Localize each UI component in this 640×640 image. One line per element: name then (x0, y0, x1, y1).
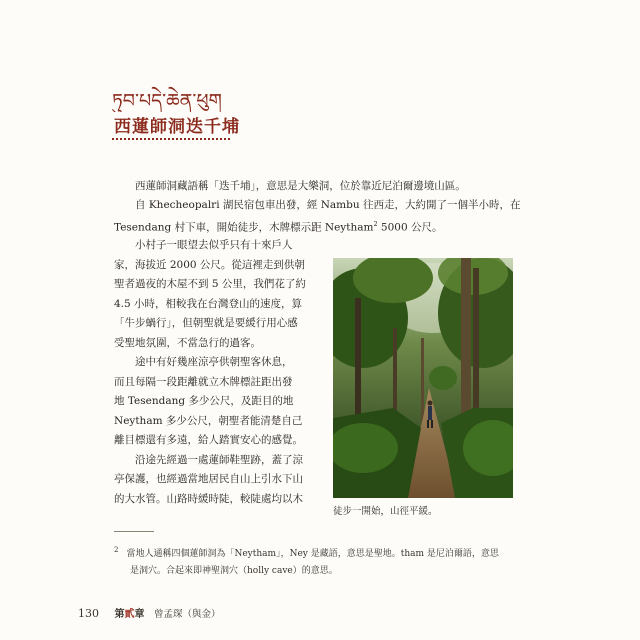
footnote-ref: 2 (373, 220, 378, 228)
body-line: 沿途先經過一處蓮師鞋聖跡，蓋了涼 (135, 453, 303, 466)
footnote (114, 542, 514, 580)
page-footer (78, 605, 221, 620)
body-line: 途中有好幾座涼亭供朝聖客休息， (135, 356, 293, 368)
tibetan-title (112, 86, 242, 112)
book-title: 曾孟琛（與金） (153, 609, 221, 620)
footnote-line: 當地人通稱四個蓮師洞為「Neytham」，Ney 是藏語，意思是聖地。tham 是尼泊爾語，意思 (126, 549, 499, 559)
body-line: 「牛步蝸行」，但朝聖就是要緩行用心感 (114, 317, 298, 329)
intro-line: Tesendang 村下車，開始徒步，木牌標示距 Neytham$^2$ 5000 公尺。 (114, 220, 443, 234)
body-line: 受聖地氛圍，不當急行的過客。 (114, 336, 261, 349)
page-title: 西蓮師洞迭千埔 (114, 117, 240, 137)
body-line: 的大水管。山路時緩時陡，較陡處均以木 (114, 492, 303, 505)
body-line: 離目標還有多遠，給人踏實安心的感覺。 (114, 434, 303, 446)
footnote-mark: 2 (114, 546, 119, 554)
page-number: 130 (78, 607, 99, 620)
body-line: 家，海拔近 2000 公尺。從這裡走到供朝 (114, 258, 305, 271)
intro-line: 西蓮師洞藏語稱「迭千埔」，意思是大樂洞，位於靠近尼泊爾邊境山區。 (135, 180, 466, 192)
footnote-line: 是洞穴。合起來即神聖洞穴（holly cave）的意思。 (130, 566, 338, 576)
body-line: Neytham 多少公尺，朝聖者能清楚自己 (114, 414, 303, 427)
body-line: 而且每隔一段距離就立木牌標註距出發 (114, 375, 293, 388)
forest-trail-photo (333, 258, 513, 498)
footnote-rule (114, 531, 154, 532)
intro-paragraph (114, 177, 521, 238)
chapter-label: 第貳章 (114, 609, 145, 620)
body-line: 聖者過夜的木屋不到 5 公里，我們花了約 (114, 278, 306, 290)
forest-trail-image (333, 258, 513, 498)
body-line: 4.5 小時，相較我在台灣登山的速度，算 (114, 297, 303, 310)
body-line: 小村子一眼望去似乎只有十來戶人 (135, 239, 293, 251)
body-line: 亭保護，也經過當地居民自山上引水下山 (114, 473, 303, 485)
body-column (114, 236, 319, 509)
title-dotted-rule (112, 138, 230, 140)
tibetan-title-text: ཏུབ་པདེ་ཆེན་ཕུག (112, 90, 222, 112)
intro-line: 自 Khecheopalri 湖民宿包車出發，經 Nambu 往西走，大約開了一個半小時，在 (135, 199, 521, 211)
photo-caption: 徒步一開始，山徑平緩。 (333, 506, 438, 517)
body-line: 地 Tesendang 多少公尺，及距目的地 (114, 395, 294, 407)
